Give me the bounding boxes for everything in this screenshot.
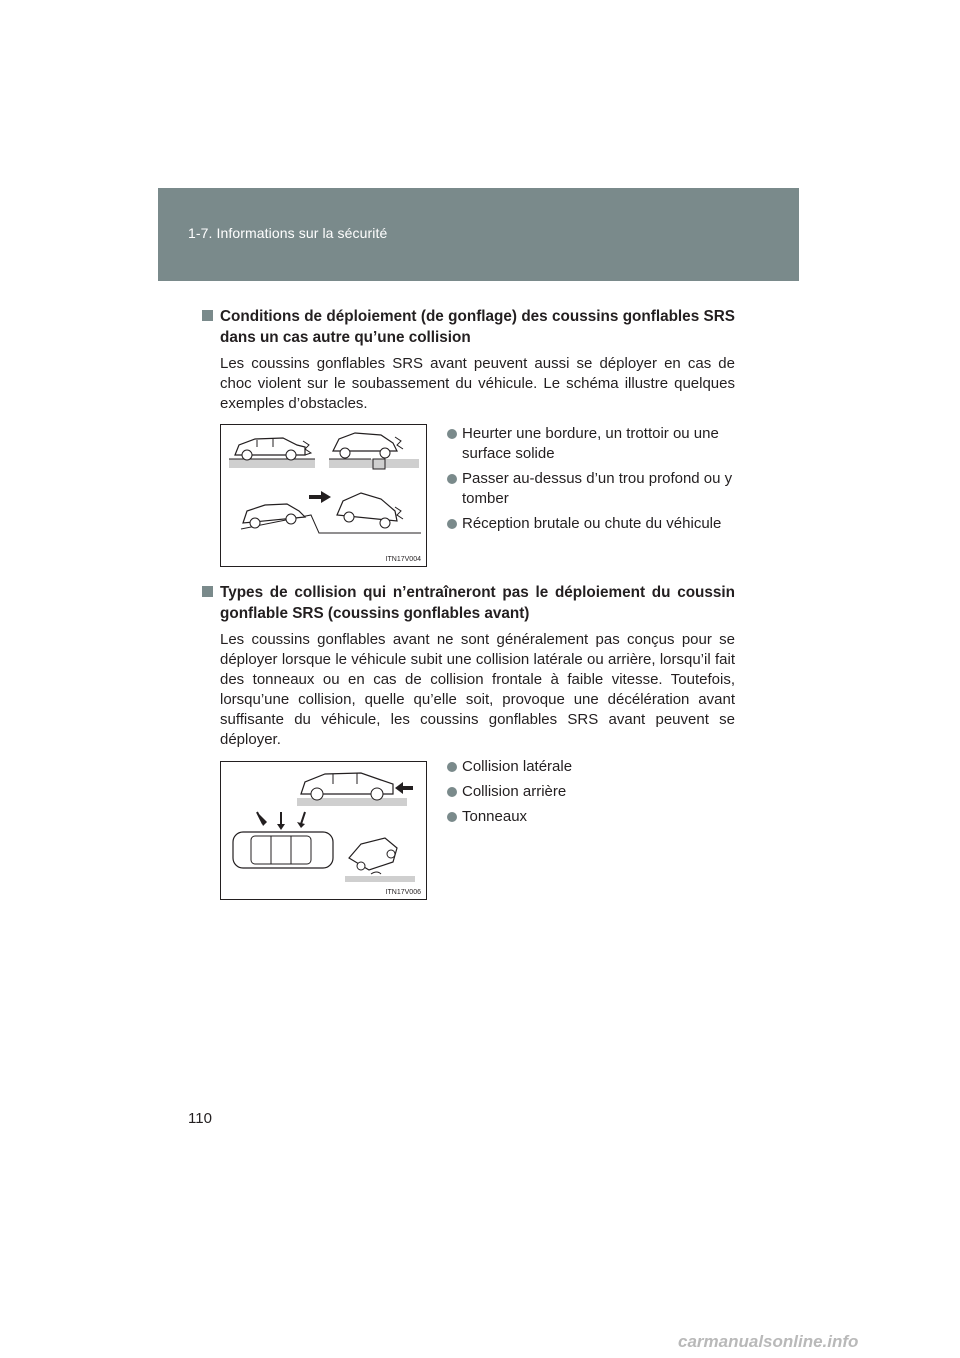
list-item: Heurter une bordure, un trottoir ou une surface solide xyxy=(447,424,737,464)
section-body-text: Les coussins gonflables avant ne sont généralement pas conçus pour se déployer lorsque le véhicule subit une collision latérale ou arrière, lorsqu’il fait des tonneaux ou en cas de collision frontale à faible vitesse. Toutefois, lorsqu’une collision, quelle qu’elle soit, provoque une décélération avant suffisante du véhicule, les coussins gonflables SRS avant peuvent se déployer. xyxy=(220,631,735,748)
figure-code: ITN17V006 xyxy=(385,889,421,896)
section-heading xyxy=(202,582,735,624)
collision-type-bullet-list xyxy=(447,757,747,832)
collision-types-illustration xyxy=(221,762,426,899)
section-heading xyxy=(202,306,735,348)
car-slope-illustration xyxy=(241,491,421,533)
list-item: Tonneaux xyxy=(447,807,747,827)
figure-code: ITN17V004 xyxy=(385,556,421,563)
list-item: Collision arrière xyxy=(447,782,747,802)
circle-bullet-icon xyxy=(447,519,457,529)
list-item: Réception brutale ou chute du véhicule xyxy=(447,514,737,534)
figure-obstacles xyxy=(220,424,427,567)
list-item: Collision latérale xyxy=(447,757,747,777)
square-bullet-icon xyxy=(202,310,213,321)
section-heading-text: Types de collision qui n’entraîneront pas le déploiement du coussin gonflable SRS (coussins gonflables avant) xyxy=(220,584,735,622)
car-curb-illustration xyxy=(229,438,315,468)
circle-bullet-icon xyxy=(447,762,457,772)
watermark-text: carmanualsonline.info xyxy=(678,1332,859,1351)
car-side-collision-illustration xyxy=(233,812,333,868)
section-header-band xyxy=(158,188,799,281)
section-title: 1-7. Informations sur la sécurité xyxy=(188,225,388,241)
car-hole-illustration xyxy=(329,433,419,469)
circle-bullet-icon xyxy=(447,812,457,822)
square-bullet-icon xyxy=(202,586,213,597)
obstacles-illustration xyxy=(221,425,426,566)
circle-bullet-icon xyxy=(447,474,457,484)
section-non-deployment-collisions xyxy=(202,582,735,750)
obstacle-bullet-list xyxy=(447,424,737,539)
section-heading-text: Conditions de déploiement (de gonflage) des coussins gonflables SRS dans un cas autre qu’une collision xyxy=(220,308,735,346)
car-rear-collision-illustration xyxy=(297,773,413,806)
figure-collision-types xyxy=(220,761,427,900)
list-item: Passer au-dessus d’un trou profond ou y tomber xyxy=(447,469,737,509)
circle-bullet-icon xyxy=(447,787,457,797)
car-rollover-illustration xyxy=(345,838,415,882)
section-body-text: Les coussins gonflables SRS avant peuvent aussi se déployer en cas de choc violent sur le soubassement du véhicule. Le schéma illustre quelques exemples d’obstacles. xyxy=(220,355,735,412)
page-number: 110 xyxy=(188,1110,212,1127)
section-deployment-conditions xyxy=(202,306,735,414)
circle-bullet-icon xyxy=(447,429,457,439)
